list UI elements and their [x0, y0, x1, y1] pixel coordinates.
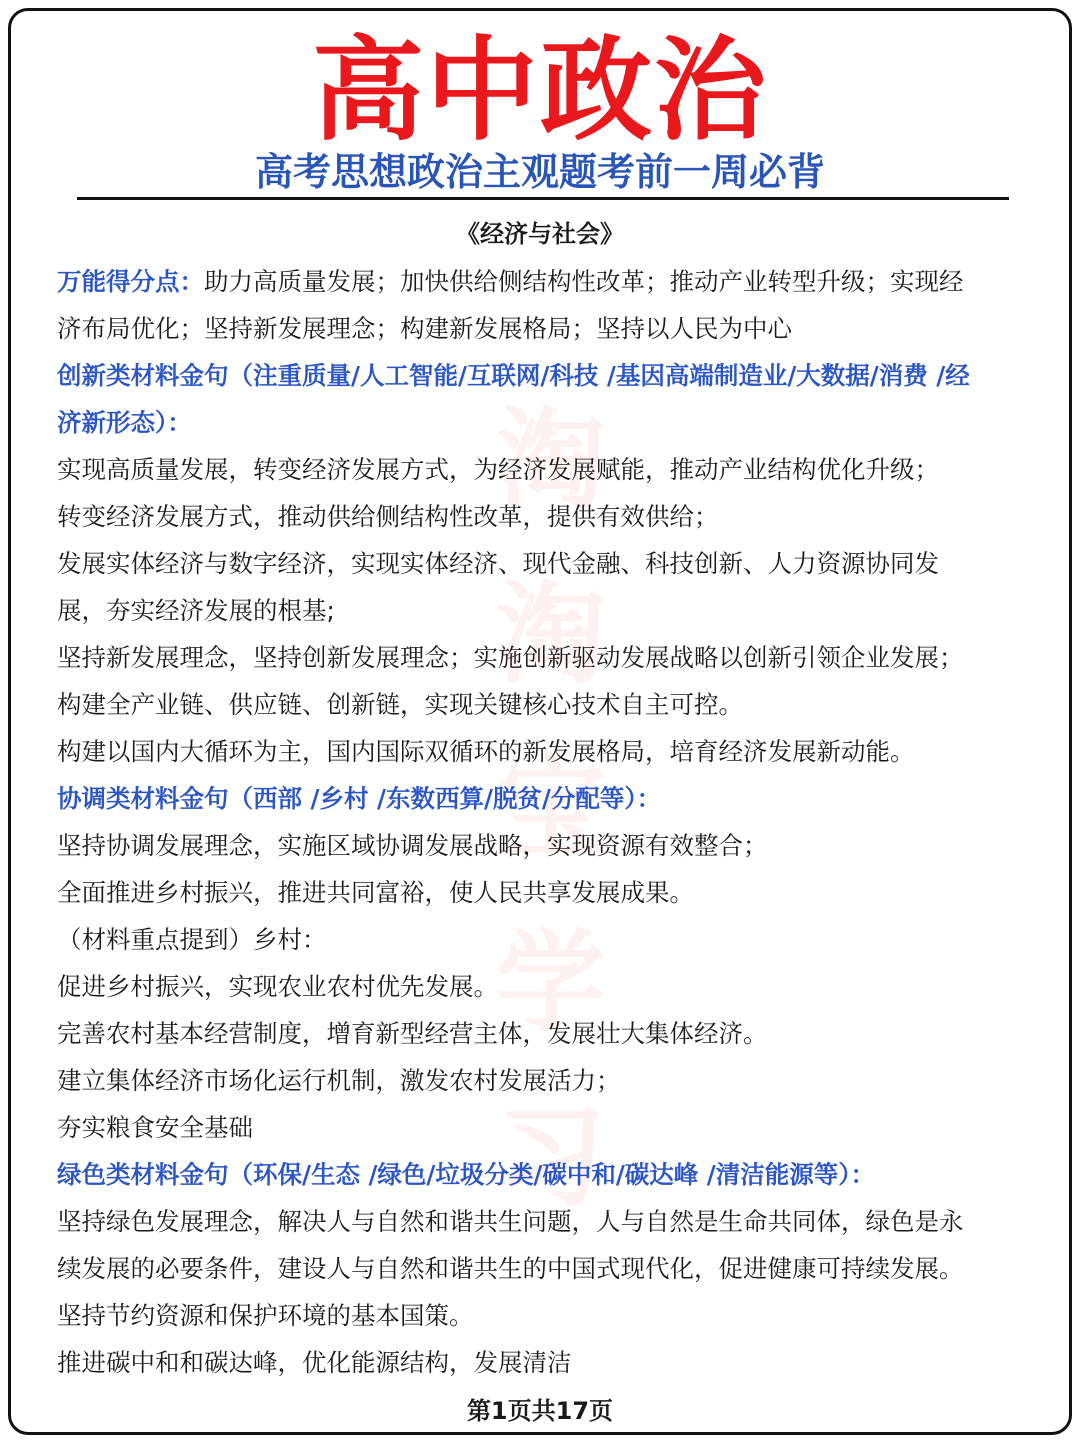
line-text: 展，夯实经济发展的根基;: [57, 596, 335, 625]
text-line: [57, 1339, 1037, 1386]
line-text: 完善农村基本经营制度，增育新型经营主体，发展壮大集体经济。: [57, 1019, 768, 1048]
page-subtitle: 高考思想政治主观题考前一周必背: [254, 150, 825, 194]
watermark-char: 学: [496, 919, 606, 1047]
line-text: 推进碳中和和碳达峰，优化能源结构，发展清洁: [57, 1348, 572, 1377]
text-line: [57, 305, 1037, 352]
text-line: [57, 1057, 1037, 1104]
page-number: 第1页共17页: [466, 1397, 614, 1425]
text-line: [57, 1010, 1037, 1057]
line-text: 建立集体经济市场化运行机制，激发农村发展活力；: [57, 1066, 621, 1095]
line-text: 续发展的必要条件，建设人与自然和谐共生的中国式现代化，促进健康可持续发展。: [57, 1254, 964, 1283]
text-line: [57, 1292, 1037, 1339]
content-body: [57, 258, 1037, 1386]
text-line: [57, 775, 1037, 822]
text-line: [57, 916, 1037, 963]
line-text: 构建以国内大循环为主，国内国际双循环的新发展格局，培育经济发展新动能。: [57, 737, 915, 766]
text-line: [57, 587, 1037, 634]
text-line: [57, 822, 1037, 869]
line-text: 济布局优化；坚持新发展理念；构建新发展格局；坚持以人民为中心: [57, 314, 792, 343]
line-heading: 万能得分点：: [57, 267, 204, 296]
watermark-char: 宝: [496, 745, 606, 873]
line-text: 坚持新发展理念，坚持创新发展理念；实施创新驱动发展战略以创新引领企业发展；: [57, 643, 964, 672]
text-line: [57, 540, 1037, 587]
text-line: [57, 1245, 1037, 1292]
watermark-char: 习: [496, 1093, 606, 1221]
line-text: 坚持绿色发展理念，解决人与自然和谐共生问题，人与自然是生命共同体，绿色是永: [57, 1207, 964, 1236]
line-text: 助力高质量发展；加快供给侧结构性改革；推动产业转型升级；实现经: [204, 267, 964, 296]
text-line: [57, 399, 1037, 446]
text-line: [57, 493, 1037, 540]
text-line: [57, 681, 1037, 728]
text-line: [57, 446, 1037, 493]
line-heading: 济新形态）：: [57, 408, 192, 437]
line-text: 发展实体经济与数字经济，实现实体经济、现代金融、科技创新、人力资源协同发: [57, 549, 939, 578]
line-text: （材料重点提到）乡村：: [57, 925, 327, 954]
text-line: [57, 258, 1037, 305]
section-title: 《经济与社会》: [456, 220, 624, 248]
line-heading: 绿色类材料金句（环保/生态 /绿色/垃圾分类/碳中和/碳达峰 /清洁能源等）：: [57, 1160, 875, 1189]
text-line: [57, 869, 1037, 916]
line-text: 促进乡村振兴，实现农业农村优先发展。: [57, 972, 498, 1001]
text-line: [57, 1198, 1037, 1245]
line-text: 坚持协调发展理念，实施区域协调发展战略，实现资源有效整合；: [57, 831, 768, 860]
line-heading: 协调类材料金句（西部 /乡村 /东数西算/脱贫/分配等）：: [57, 784, 662, 813]
page-title: 高中政治: [312, 26, 768, 156]
text-line: [57, 352, 1037, 399]
line-text: 构建全产业链、供应链、创新链，实现关键核心技术自主可控。: [57, 690, 743, 719]
text-line: [57, 963, 1037, 1010]
line-text: 全面推进乡村振兴，推进共同富裕，使人民共享发展成果。: [57, 878, 694, 907]
text-line: [57, 728, 1037, 775]
text-line: [57, 1151, 1037, 1198]
line-text: 实现高质量发展，转变经济发展方式，为经济发展赋能，推动产业结构优化升级；: [57, 455, 939, 484]
text-line: [57, 1104, 1037, 1151]
watermark-char: 淘: [496, 397, 606, 525]
text-line: [57, 634, 1037, 681]
line-heading: 创新类材料金句（注重质量/人工智能/互联网/科技 /基因高端制造业/大数据/消费 /经: [57, 361, 970, 390]
watermark-char: 淘: [496, 571, 606, 699]
line-text: 转变经济发展方式，推动供给侧结构性改革，提供有效供给；: [57, 502, 719, 531]
title-divider: [77, 197, 1009, 200]
line-text: 夯实粮食安全基础: [57, 1113, 253, 1142]
line-text: 坚持节约资源和保护环境的基本国策。: [57, 1301, 474, 1330]
document-page: [8, 8, 1072, 1435]
